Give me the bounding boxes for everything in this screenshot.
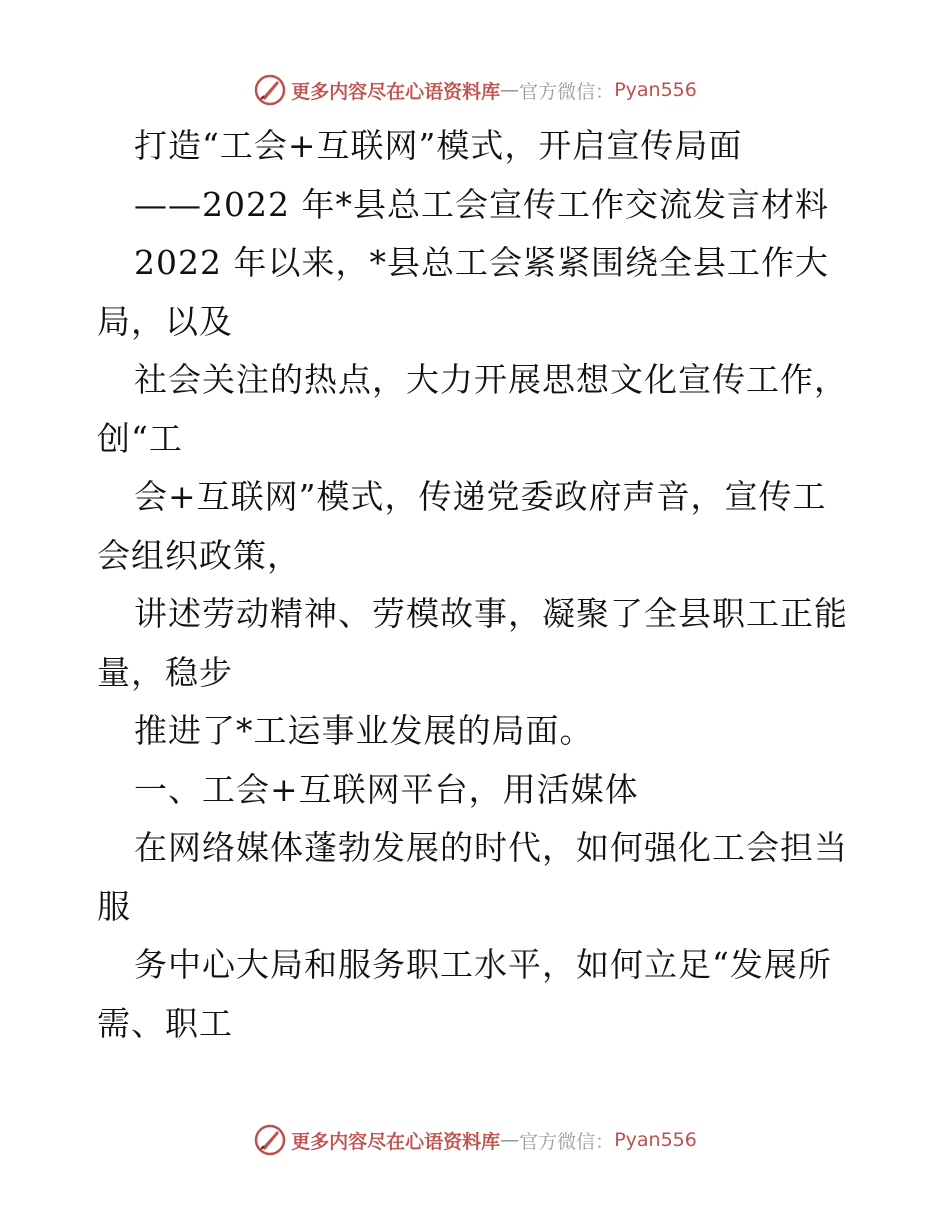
header-banner: [0, 70, 950, 110]
doc-line: 服: [97, 886, 131, 926]
doc-line: 打造“工会+互联网”模式，开启宣传局面: [134, 126, 743, 165]
doc-line: 量，稳步: [97, 652, 233, 692]
banner-wechat-label: 官方微信：: [519, 80, 615, 103]
banner-wechat-id: Pyan556: [614, 1129, 697, 1151]
doc-line: 社会关注的热点，大力开展思想文化宣传工作，: [134, 360, 848, 399]
feather-pen-icon: [253, 73, 287, 107]
doc-line: 在网络媒体蓬勃发展的时代，如何强化工会担当: [134, 828, 848, 867]
banner-wechat-id: Pyan556: [614, 79, 697, 101]
banner-lead-text: 更多内容尽在心语资料库: [291, 80, 501, 103]
doc-line: 2022 年以来，*县总工会紧紧围绕全县工作大: [134, 243, 829, 282]
doc-line: 需、职工: [97, 1003, 233, 1043]
doc-line: 会+互联网”模式，传递党委政府声音，宣传工: [134, 477, 827, 516]
banner-dash: —: [500, 79, 520, 101]
doc-line: 一、工会+互联网平台，用活媒体: [134, 769, 639, 809]
document-body: [0, 117, 950, 1053]
banner-dash: —: [500, 1129, 520, 1151]
banner-wechat-label: 官方微信：: [519, 1130, 615, 1153]
doc-line: 推进了*工运事业发展的局面。: [134, 711, 594, 750]
doc-line: 局，以及: [97, 301, 233, 341]
doc-line: 务中心大局和服务职工水平，如何立足“发展所: [134, 945, 832, 984]
doc-line: 创“工: [97, 418, 183, 458]
footer-banner: [0, 1120, 950, 1160]
banner-lead-text: 更多内容尽在心语资料库: [291, 1130, 501, 1153]
feather-pen-icon: [253, 1123, 287, 1157]
doc-line: ——2022 年*县总工会宣传工作交流发言材料: [134, 184, 829, 224]
doc-line: 讲述劳动精神、劳模故事，凝聚了全县职工正能: [134, 594, 848, 633]
doc-line: 会组织政策，: [97, 535, 301, 575]
